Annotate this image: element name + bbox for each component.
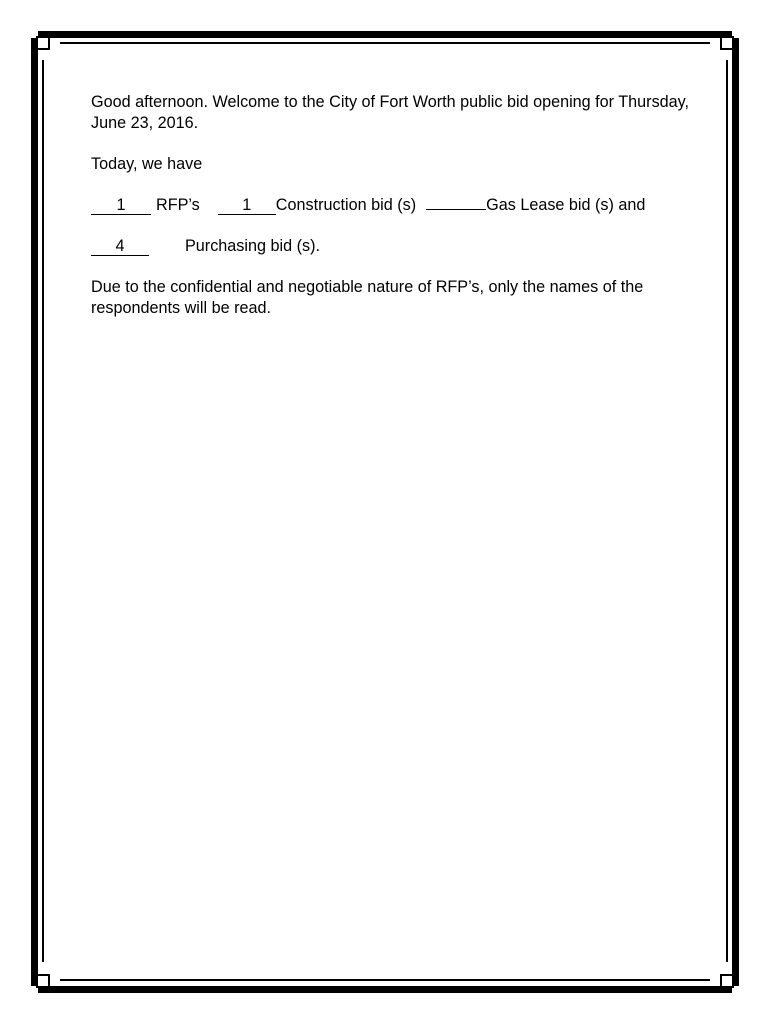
- border-cap: [716, 31, 732, 38]
- border-cap: [716, 986, 732, 993]
- rfp-count-blank: 1: [91, 197, 151, 215]
- purchasing-label: Purchasing bid (s).: [185, 237, 320, 255]
- border-cap: [732, 38, 739, 54]
- border-corner-top-left: [36, 36, 50, 50]
- construction-count-blank: 1: [218, 197, 276, 215]
- border-cap: [31, 970, 38, 986]
- gas-lease-count-blank: [426, 209, 486, 210]
- border-left-thin: [42, 60, 44, 962]
- border-right-thick: [732, 52, 739, 970]
- border-top-thick: [52, 31, 718, 38]
- construction-label: Construction bid (s): [275, 196, 417, 214]
- border-cap: [38, 31, 54, 38]
- confidentiality-note: Due to the confidential and negotiable nature of RFP’s, only the names of the respondents will be read.: [91, 278, 644, 317]
- gas-lease-label: Gas Lease bid (s) and: [486, 196, 646, 214]
- rfp-label: RFP’s: [156, 196, 200, 214]
- counts-line-2: [91, 236, 691, 257]
- border-bottom-thick: [52, 986, 718, 993]
- document-body: [91, 92, 691, 319]
- counts-line-1: [91, 195, 691, 216]
- border-cap: [732, 970, 739, 986]
- intro-line: Today, we have: [91, 155, 203, 173]
- border-left-thick: [31, 52, 38, 970]
- border-bottom-thin: [60, 979, 710, 981]
- border-cap: [38, 986, 54, 993]
- border-cap: [31, 38, 38, 54]
- border-right-thin: [726, 60, 728, 962]
- greeting-paragraph: Good afternoon. Welcome to the City of Fort Worth public bid opening for Thursday, June 23, 2016.: [91, 93, 690, 132]
- purchasing-count-blank: 4: [91, 238, 149, 256]
- border-top-thin: [60, 42, 710, 44]
